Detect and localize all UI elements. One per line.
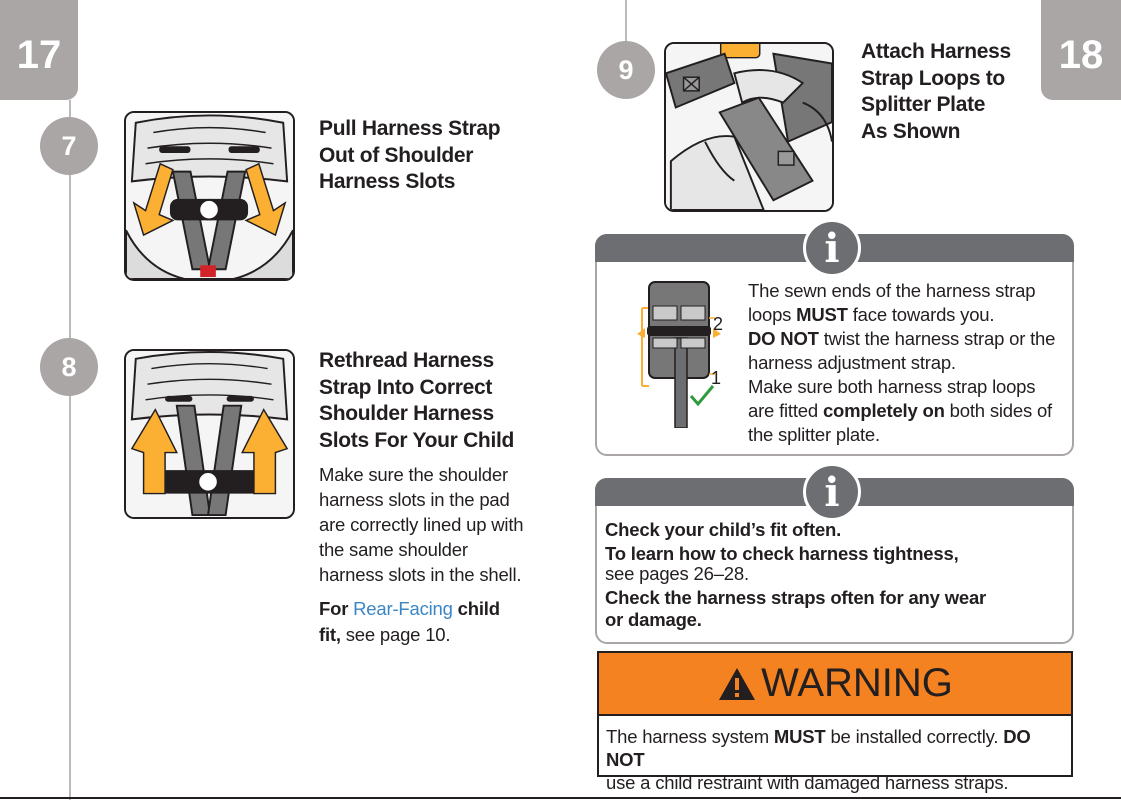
- warning-text: The harness system MUST be installed correctly. DO NOT use a child restraint with damaged harness straps.: [606, 726, 1031, 793]
- step-7-illustration: [124, 111, 295, 281]
- harness-pull-out-drawing: [126, 113, 293, 279]
- warning-triangle-icon: [717, 666, 757, 702]
- bottom-rule: [0, 797, 1121, 799]
- splitter-plate-attach-drawing: [666, 44, 832, 210]
- strap-loop-info-box: [595, 224, 1074, 456]
- fit-check-info-box: [595, 468, 1074, 644]
- center-divider-line: [625, 0, 627, 42]
- step-8-badge: 8: [40, 338, 98, 396]
- fit-check-info-text: Check your child’s fit often. To learn how to check harness tightness, see pages 26–28. Check the harness straps often for any wear or damage.: [605, 519, 987, 630]
- splitter-plate-diagram: [635, 278, 735, 428]
- rear-facing-link[interactable]: Rear-Facing: [353, 598, 453, 619]
- page-number-18: 18: [1041, 0, 1121, 100]
- step-9-illustration: [664, 42, 834, 212]
- step-7-badge: 7: [40, 117, 98, 175]
- step-8-illustration: [124, 349, 295, 519]
- warning-box: [597, 651, 1073, 793]
- warning-header: [599, 653, 1071, 716]
- warning-title: WARNING: [761, 661, 953, 705]
- rear-facing-note: For Rear-Facing child fit, see page 10.: [319, 598, 500, 645]
- step-8-instructions: Make sure the shoulder harness slots in the pad are correctly lined up with the same shoulder harness slots in the shell.: [319, 464, 524, 585]
- step-7-heading: Pull Harness Strap Out of Shoulder Harness Slots: [319, 117, 501, 193]
- strap-loop-info-text: The sewn ends of the harness strap loops MUST face towards you. DO NOT twist the harness strap or the harness adjustment strap. Make sure both harness strap loops are fitted completely on both sides of the splitter plate.: [748, 280, 1056, 445]
- page-number-17: 17: [0, 0, 78, 100]
- step-9-badge: 9: [597, 41, 655, 99]
- label-2: 2: [713, 314, 724, 334]
- info-icon: i: [803, 219, 861, 277]
- left-margin-line: [69, 100, 71, 800]
- step-8-heading: Rethread Harness Strap Into Correct Shoulder Harness Slots For Your Child: [319, 349, 515, 452]
- step-9-heading: Attach Harness Strap Loops to Splitter Plate As Shown: [861, 40, 1011, 143]
- harness-rethread-drawing: [126, 351, 293, 517]
- label-1: 1: [711, 368, 722, 388]
- info-icon: i: [803, 463, 861, 521]
